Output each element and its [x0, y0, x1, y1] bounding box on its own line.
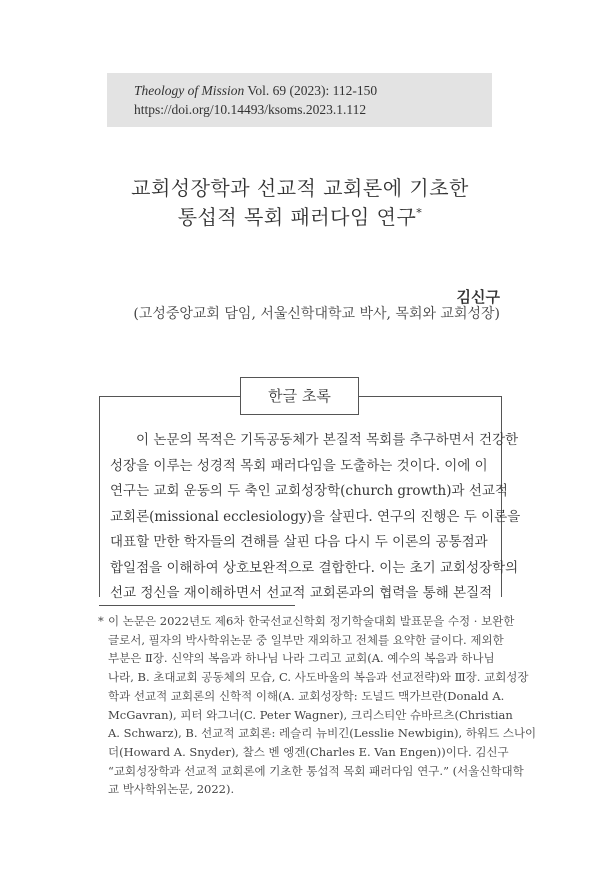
footnote-line: 학과 선교적 교회론의 신학적 이해(A. 교회성장학: 도널드 맥가브란(Donald A.: [108, 688, 505, 703]
journal-name: Theology of Mission: [134, 83, 245, 98]
footnote-line: “교회성장학과 선교적 교회론에 기초한 통섭적 목회 패러다임 연구.” (서울신학대학: [108, 763, 524, 778]
author-name: 김신구: [456, 288, 500, 306]
abstract-line: 교회론(missional ecclesiology)을 살핀다. 연구의 진행은 두 이론을: [110, 508, 521, 525]
footnote-line: 이 논문은 2022년도 제6차 한국선교신학회 정기학술대회 발표문을 수정 · 보완한: [108, 614, 515, 628]
abstract-line: 성장을 이루는 성경적 목회 패러다임을 도출하는 것이다. 이에 이: [110, 457, 488, 474]
abstract-label: 한글 초록: [240, 377, 359, 415]
footnote: [98, 612, 537, 799]
footnote-line: 나라, B. 초대교회 공동체의 모습, C. 사도바울의 복음과 선교전략)와 Ⅲ장. 교회성장: [108, 670, 529, 685]
journal-header: [107, 73, 492, 127]
volume-info: Vol. 69 (2023): 112-150: [247, 83, 378, 98]
paper-title-line-1: 교회성장학과 선교적 교회론에 기초한: [131, 176, 469, 200]
footnote-divider: [99, 605, 295, 606]
paper-title-text: 통섭적 목회 패러다임 연구: [177, 205, 417, 229]
footnote-line: 교 박사학위논문, 2022).: [108, 782, 235, 797]
abstract-text: [110, 428, 521, 607]
abstract-line: 연구는 교회 운동의 두 축인 교회성장학(church growth)과 선교적: [110, 483, 508, 499]
footnote-first-line: [98, 612, 515, 631]
abstract-line: 합일점을 이해하여 상호보완적으로 결합한다. 이는 초기 교회성장학의: [110, 559, 519, 576]
footnote-mark: *: [98, 614, 104, 628]
doi-link[interactable]: https://doi.org/10.14493/ksoms.2023.1.112: [134, 102, 367, 117]
abstract-line: 대표할 만한 학자들의 견해를 살핀 다음 다시 두 이론의 공통점과: [110, 534, 488, 550]
journal-citation: [134, 83, 377, 99]
footnote-line: 부분은 Ⅱ장. 신약의 복음과 하나님 나라 그리고 교회(A. 예수의 복음과 하나님: [108, 651, 495, 666]
footnote-reference-mark[interactable]: *: [416, 206, 423, 220]
author-affiliation: (고성중앙교회 담임, 서울신학대학교 박사, 목회와 교회성장): [133, 306, 500, 322]
footnote-line: McGavran), 피터 와그너(C. Peter Wagner), 크리스티안 슈바르츠(Christian: [108, 707, 513, 722]
footnote-line: 더(Howard A. Snyder), 찰스 벤 엥겐(Charles E. Van Engen))이다. 김신구: [108, 744, 509, 759]
footnote-line: 글로서, 필자의 박사학위논문 중 일부만 재외하고 전체를 요약한 글이다. 제외한: [108, 632, 504, 647]
abstract-line: 이 논문의 목적은 기독공동체가 본질적 목회를 추구하면서 건강한: [136, 432, 519, 448]
footnote-line: A. Schwarz), B. 선교적 교회론: 레슬리 뉴비긴(Lesslie Newbigin), 하워드 스나이: [108, 726, 537, 741]
abstract-line: 선교 정신을 재이해하면서 선교적 교회론과의 협력을 통해 본질적: [110, 585, 493, 601]
paper-title-line-2: [0, 201, 600, 230]
